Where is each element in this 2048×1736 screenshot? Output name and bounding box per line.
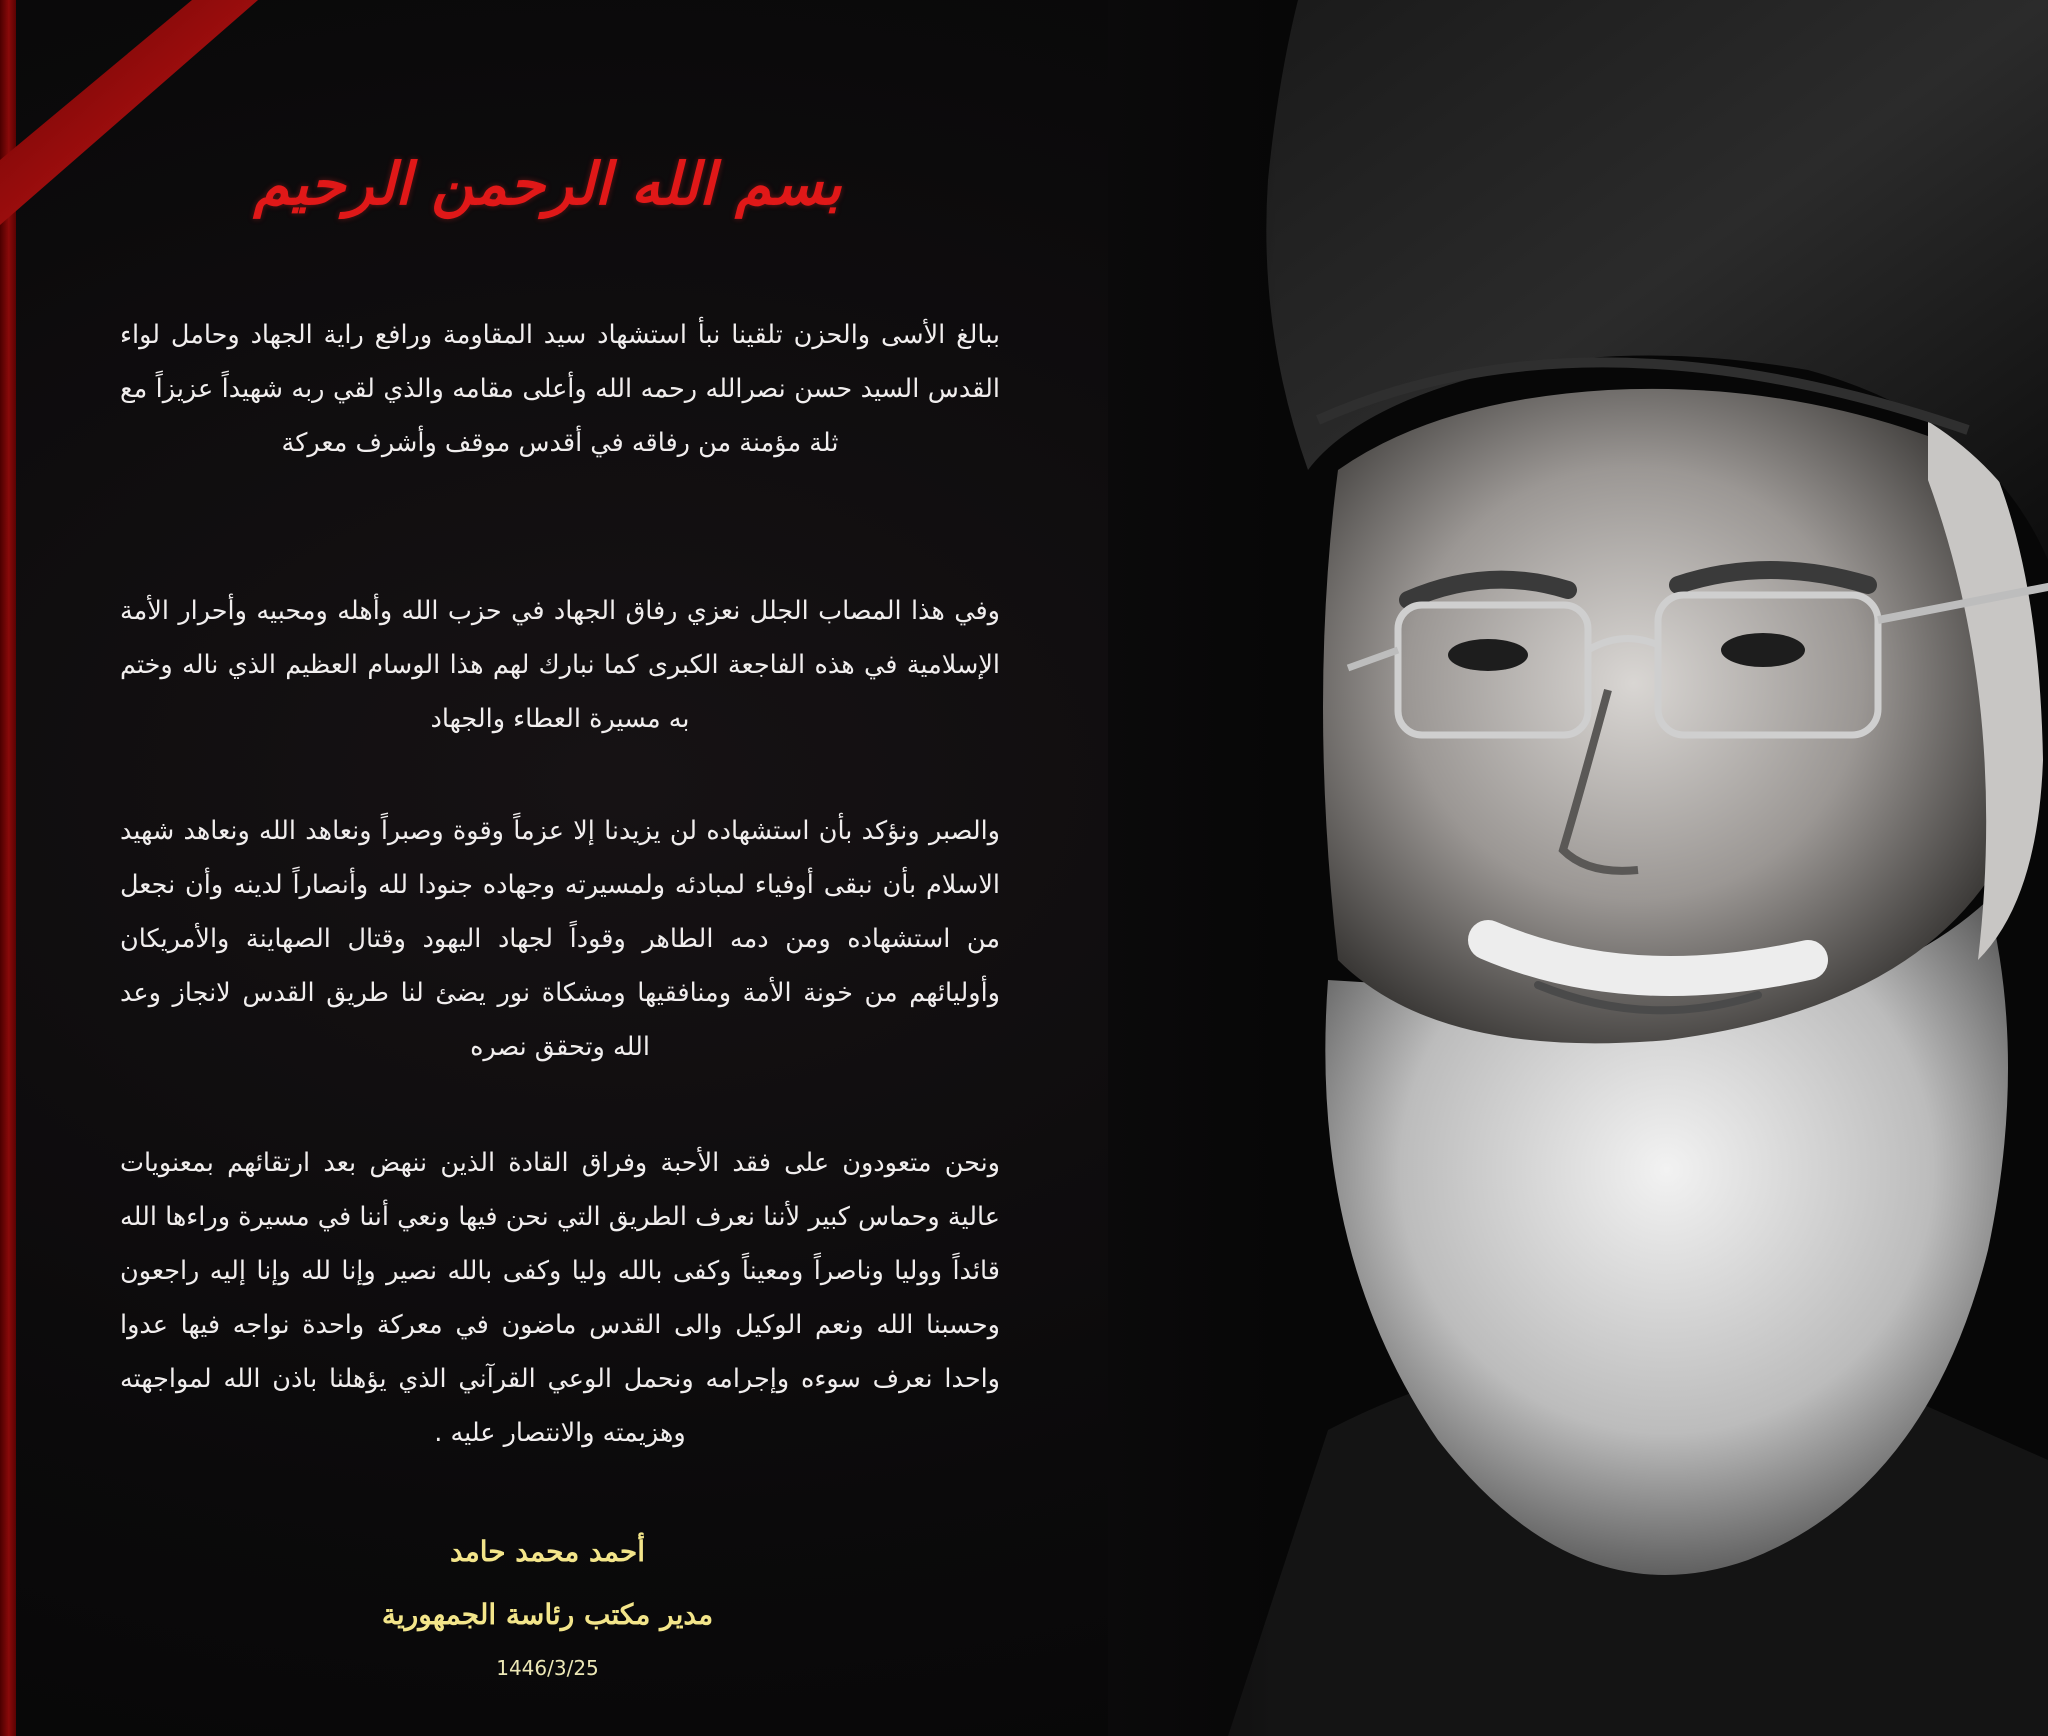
basmala-heading: بسم الله الرحمن الرحيم (253, 150, 842, 218)
paragraph-condolence: وفي هذا المصاب الجلل نعزي رفاق الجهاد في حزب الله وأهله ومحبيه وأحرار الأمة الإسلامية في هذه الفاجعة الكبرى كما نبارك لهم هذا الوسام العظيم الذي ناله وختم به مسيرة العطاء والجهاد (120, 595, 1000, 734)
portrait-image (1108, 0, 2048, 1736)
text-column (80, 0, 1015, 1736)
signature-title: مدير مكتب رئاسة الجمهورية (381, 1598, 714, 1631)
paragraph-pledge: والصبر ونؤكد بأن استشهاده لن يزيدنا إلا عزماً وقوة وصبراً ونعاهد الله ونعاهد شهيد الاسلام بأن نبقى أوفياء لمبادئه ولمسيرته وجهاده جنودا لله وأنصاراً لدينه وأن نجعل من استشهاده ومن دمه الطاهر وقوداً لجهاد اليهود وقتال الصهاينة والأمريكان وأوليائهم من خونة الأمة ومنافقيها ومشكاة نور يضئ لنا طريق القدس لانجاز وعد الله وتحقق نصره (120, 815, 1000, 1062)
signature-date: 1446/3/25 (496, 1656, 599, 1680)
signature-name: أحمد محمد حامد (450, 1535, 645, 1568)
paragraph-resolve: ونحن متعودون على فقد الأحبة وفراق القادة الذين ننهض بعد ارتقائهم بمعنويات عالية وحماس كبير لأننا نعرف الطريق التي نحن فيها ونعي أننا في مسيرة وراءها الله قائداً ووليا وناصراً ومعيناً وكفى بالله وليا وكفى بالله نصير وإنا لله وإنا إليه راجعون وحسبنا الله ونعم الوكيل والى القدس ماضون في معركة واحدة نواجه فيها عدوا واحدا نعرف سوءه وإجرامه ونحمل الوعي القرآني الذي يؤهلنا باذن الله لمواجهته وهزيمته والانتصار عليه . (120, 1147, 1000, 1448)
paragraph-announcement: ببالغ الأسى والحزن تلقينا نبأ استشهاد سيد المقاومة ورافع راية الجهاد وحامل لواء القدس السيد حسن نصرالله رحمه الله وأعلى مقامه والذي لقي ربه شهيداً عزيزاً مع ثلة مؤمنة من رفاقه في أقدس موقف وأشرف معركة (120, 319, 1000, 458)
